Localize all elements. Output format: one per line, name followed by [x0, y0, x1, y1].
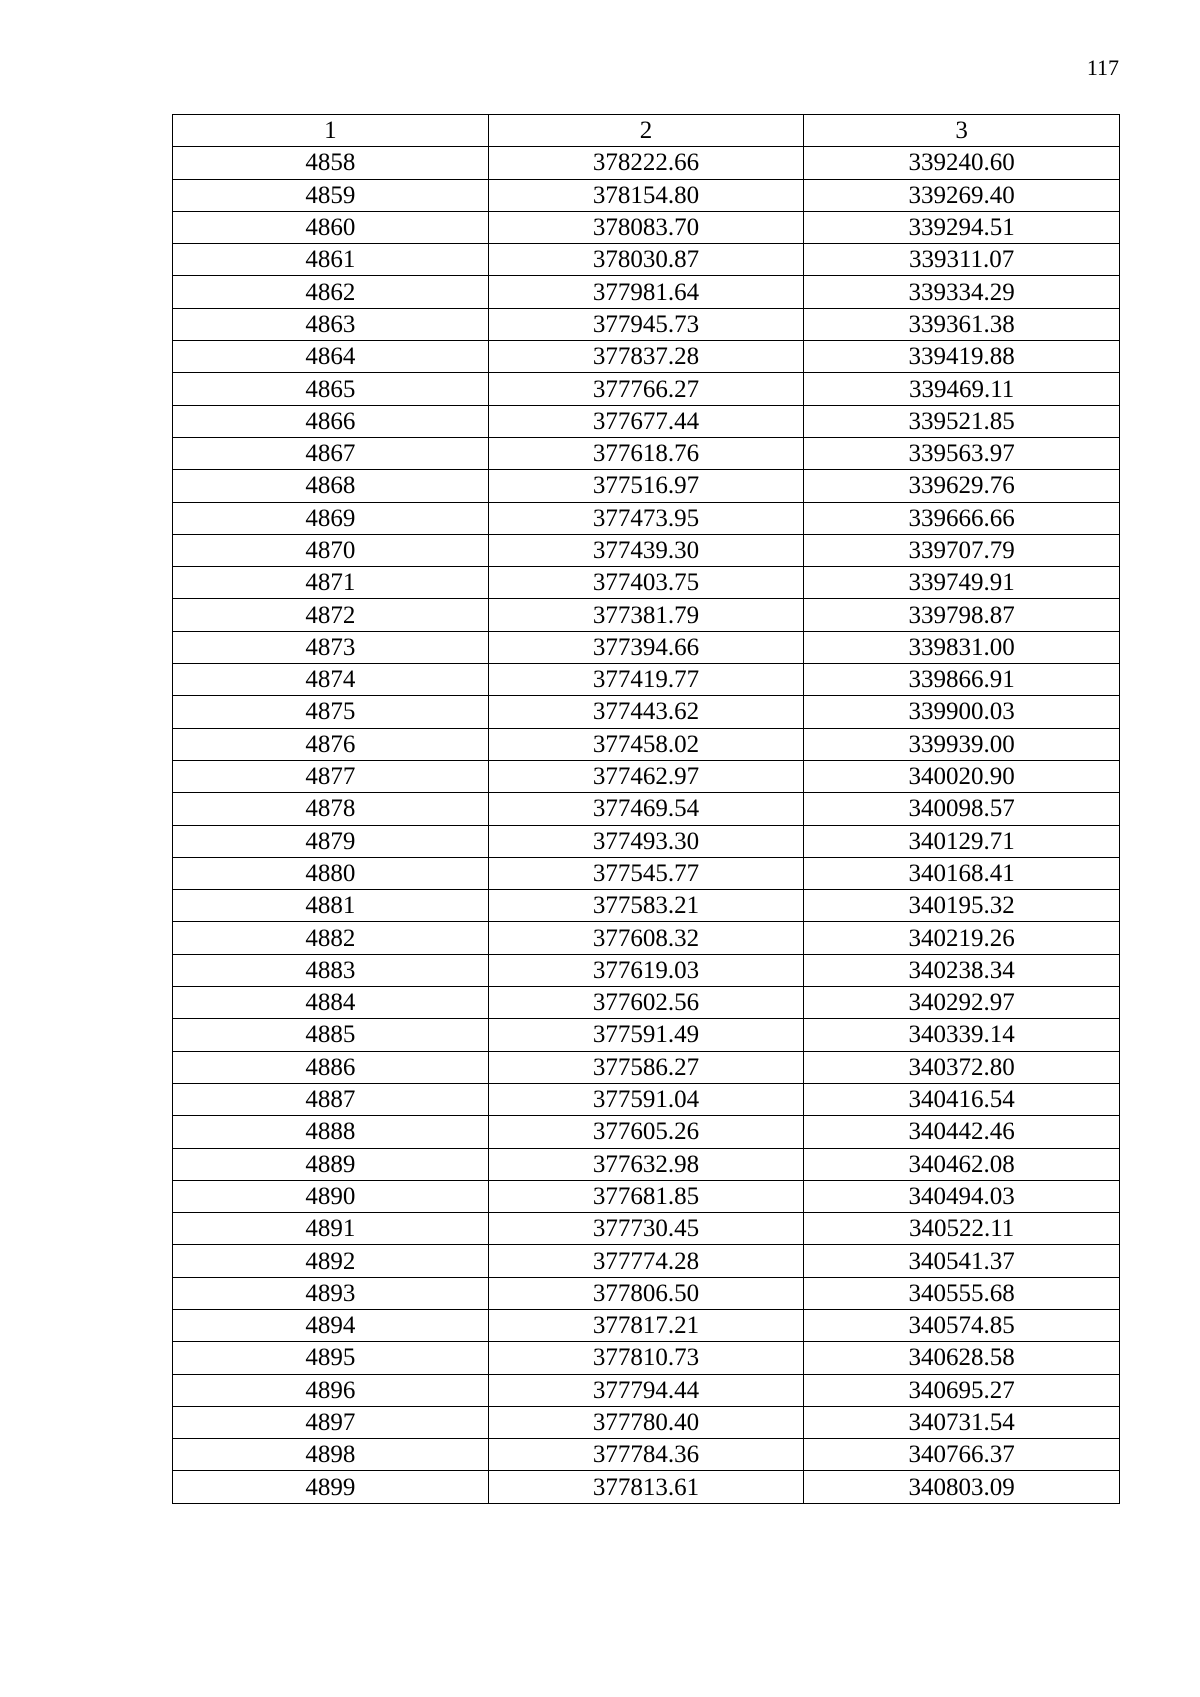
table-cell: 340574.85 — [804, 1309, 1120, 1341]
table-row — [173, 1342, 1120, 1374]
table-cell: 339469.11 — [804, 373, 1120, 405]
table-row — [173, 1213, 1120, 1245]
table-cell: 378030.87 — [488, 244, 804, 276]
table-row — [173, 405, 1120, 437]
table-cell: 377608.32 — [488, 922, 804, 954]
table-cell: 4865 — [173, 373, 489, 405]
table-cell: 339900.03 — [804, 696, 1120, 728]
table-cell: 377766.27 — [488, 373, 804, 405]
table-cell: 4866 — [173, 405, 489, 437]
table-cell: 4888 — [173, 1116, 489, 1148]
table-row — [173, 793, 1120, 825]
table-cell: 4877 — [173, 760, 489, 792]
table-cell: 377813.61 — [488, 1471, 804, 1503]
table-row — [173, 664, 1120, 696]
table-cell: 377462.97 — [488, 760, 804, 792]
table-header-row — [173, 115, 1120, 147]
table-cell: 340238.34 — [804, 954, 1120, 986]
table-cell: 377618.76 — [488, 437, 804, 469]
table-cell: 377403.75 — [488, 567, 804, 599]
table-row — [173, 1019, 1120, 1051]
table-cell: 377473.95 — [488, 502, 804, 534]
header-cell: 3 — [804, 115, 1120, 147]
table-cell: 378222.66 — [488, 147, 804, 179]
table-cell: 339939.00 — [804, 728, 1120, 760]
table-cell: 4883 — [173, 954, 489, 986]
table-cell: 377981.64 — [488, 276, 804, 308]
table-cell: 377945.73 — [488, 308, 804, 340]
table-cell: 4890 — [173, 1180, 489, 1212]
table-cell: 377602.56 — [488, 987, 804, 1019]
table-cell: 4889 — [173, 1148, 489, 1180]
table-row — [173, 599, 1120, 631]
table-cell: 340628.58 — [804, 1342, 1120, 1374]
table-row — [173, 954, 1120, 986]
table-cell: 377677.44 — [488, 405, 804, 437]
table-row — [173, 567, 1120, 599]
table-cell: 340168.41 — [804, 857, 1120, 889]
table-row — [173, 534, 1120, 566]
table-cell: 4894 — [173, 1309, 489, 1341]
table-cell: 4881 — [173, 890, 489, 922]
table-cell: 4885 — [173, 1019, 489, 1051]
table-cell: 377591.49 — [488, 1019, 804, 1051]
table-cell: 339866.91 — [804, 664, 1120, 696]
table-cell: 4893 — [173, 1277, 489, 1309]
table-cell: 4870 — [173, 534, 489, 566]
table-cell: 378154.80 — [488, 179, 804, 211]
table-cell: 340020.90 — [804, 760, 1120, 792]
table-cell: 4898 — [173, 1439, 489, 1471]
table-cell: 377516.97 — [488, 470, 804, 502]
table-cell: 339666.66 — [804, 502, 1120, 534]
table-row — [173, 179, 1120, 211]
table-cell: 4880 — [173, 857, 489, 889]
table-cell: 4863 — [173, 308, 489, 340]
table-cell: 4872 — [173, 599, 489, 631]
table-row — [173, 987, 1120, 1019]
table-row — [173, 308, 1120, 340]
table-cell: 340555.68 — [804, 1277, 1120, 1309]
table-cell: 4869 — [173, 502, 489, 534]
table-cell: 377619.03 — [488, 954, 804, 986]
table-cell: 339707.79 — [804, 534, 1120, 566]
table-cell: 4887 — [173, 1083, 489, 1115]
table-cell: 377443.62 — [488, 696, 804, 728]
table-row — [173, 922, 1120, 954]
table-cell: 339798.87 — [804, 599, 1120, 631]
table-row — [173, 211, 1120, 243]
table-cell: 377458.02 — [488, 728, 804, 760]
table-cell: 4874 — [173, 664, 489, 696]
table-row — [173, 1471, 1120, 1503]
table-row — [173, 147, 1120, 179]
table-row — [173, 341, 1120, 373]
table-cell: 340494.03 — [804, 1180, 1120, 1212]
table-cell: 340695.27 — [804, 1374, 1120, 1406]
table-cell: 377780.40 — [488, 1406, 804, 1438]
table-cell: 4861 — [173, 244, 489, 276]
table-cell: 377583.21 — [488, 890, 804, 922]
table-row — [173, 760, 1120, 792]
table-row — [173, 1309, 1120, 1341]
table-cell: 4897 — [173, 1406, 489, 1438]
table-cell: 340803.09 — [804, 1471, 1120, 1503]
table-cell: 340219.26 — [804, 922, 1120, 954]
table-cell: 4871 — [173, 567, 489, 599]
table-cell: 4868 — [173, 470, 489, 502]
table-row — [173, 631, 1120, 663]
table-cell: 377730.45 — [488, 1213, 804, 1245]
table-cell: 340766.37 — [804, 1439, 1120, 1471]
table-cell: 4875 — [173, 696, 489, 728]
table-cell: 377817.21 — [488, 1309, 804, 1341]
table-cell: 4867 — [173, 437, 489, 469]
table-cell: 377806.50 — [488, 1277, 804, 1309]
table-row — [173, 1180, 1120, 1212]
table-row — [173, 1439, 1120, 1471]
table-cell: 340442.46 — [804, 1116, 1120, 1148]
header-cell: 1 — [173, 115, 489, 147]
table-cell: 340541.37 — [804, 1245, 1120, 1277]
table-cell: 377794.44 — [488, 1374, 804, 1406]
table-cell: 340731.54 — [804, 1406, 1120, 1438]
table-cell: 377632.98 — [488, 1148, 804, 1180]
table-row — [173, 1277, 1120, 1309]
table-row — [173, 276, 1120, 308]
table-cell: 339311.07 — [804, 244, 1120, 276]
table-cell: 377394.66 — [488, 631, 804, 663]
table-cell: 4891 — [173, 1213, 489, 1245]
table-cell: 4860 — [173, 211, 489, 243]
table-cell: 4882 — [173, 922, 489, 954]
table-cell: 339294.51 — [804, 211, 1120, 243]
table-row — [173, 244, 1120, 276]
table-row — [173, 1148, 1120, 1180]
table-cell: 377545.77 — [488, 857, 804, 889]
table-cell: 339361.38 — [804, 308, 1120, 340]
table-cell: 340195.32 — [804, 890, 1120, 922]
table-row — [173, 1245, 1120, 1277]
table-cell: 340339.14 — [804, 1019, 1120, 1051]
table-cell: 377591.04 — [488, 1083, 804, 1115]
table-cell: 4895 — [173, 1342, 489, 1374]
table-cell: 340462.08 — [804, 1148, 1120, 1180]
table-cell: 377810.73 — [488, 1342, 804, 1374]
table-cell: 4858 — [173, 147, 489, 179]
coordinates-table — [172, 114, 1120, 1504]
table-cell: 377439.30 — [488, 534, 804, 566]
table-row — [173, 1051, 1120, 1083]
table-cell: 339269.40 — [804, 179, 1120, 211]
table-row — [173, 1116, 1120, 1148]
table-row — [173, 728, 1120, 760]
table-cell: 340292.97 — [804, 987, 1120, 1019]
table-cell: 377586.27 — [488, 1051, 804, 1083]
table-cell: 339419.88 — [804, 341, 1120, 373]
table-cell: 340129.71 — [804, 825, 1120, 857]
table-cell: 4884 — [173, 987, 489, 1019]
table-cell: 339563.97 — [804, 437, 1120, 469]
table-cell: 340372.80 — [804, 1051, 1120, 1083]
table-cell: 377605.26 — [488, 1116, 804, 1148]
table-cell: 377774.28 — [488, 1245, 804, 1277]
table-cell: 4862 — [173, 276, 489, 308]
table-row — [173, 1406, 1120, 1438]
table-cell: 4886 — [173, 1051, 489, 1083]
table-cell: 339334.29 — [804, 276, 1120, 308]
table-cell: 339749.91 — [804, 567, 1120, 599]
table-row — [173, 1374, 1120, 1406]
table-cell: 377469.54 — [488, 793, 804, 825]
table-row — [173, 1083, 1120, 1115]
table-row — [173, 857, 1120, 889]
table-cell: 377837.28 — [488, 341, 804, 373]
table-cell: 339521.85 — [804, 405, 1120, 437]
table-cell: 4899 — [173, 1471, 489, 1503]
table-cell: 4876 — [173, 728, 489, 760]
table-row — [173, 470, 1120, 502]
table-cell: 4892 — [173, 1245, 489, 1277]
page-number: 117 — [1086, 55, 1119, 80]
header-cell: 2 — [488, 115, 804, 147]
table-row — [173, 373, 1120, 405]
table-cell: 377419.77 — [488, 664, 804, 696]
table-cell: 339831.00 — [804, 631, 1120, 663]
table-cell: 339240.60 — [804, 147, 1120, 179]
table-row — [173, 437, 1120, 469]
table-cell: 4879 — [173, 825, 489, 857]
table-row — [173, 890, 1120, 922]
table-cell: 4896 — [173, 1374, 489, 1406]
table-cell: 4864 — [173, 341, 489, 373]
table-body — [173, 115, 1120, 1504]
table-row — [173, 696, 1120, 728]
table-cell: 377784.36 — [488, 1439, 804, 1471]
table-cell: 378083.70 — [488, 211, 804, 243]
table-cell: 4873 — [173, 631, 489, 663]
table-cell: 340522.11 — [804, 1213, 1120, 1245]
table-cell: 4878 — [173, 793, 489, 825]
table-cell: 4859 — [173, 179, 489, 211]
table-cell: 340098.57 — [804, 793, 1120, 825]
table-row — [173, 502, 1120, 534]
table-cell: 377681.85 — [488, 1180, 804, 1212]
table-cell: 340416.54 — [804, 1083, 1120, 1115]
table-cell: 377381.79 — [488, 599, 804, 631]
table-cell: 339629.76 — [804, 470, 1120, 502]
table-row — [173, 825, 1120, 857]
table-cell: 377493.30 — [488, 825, 804, 857]
